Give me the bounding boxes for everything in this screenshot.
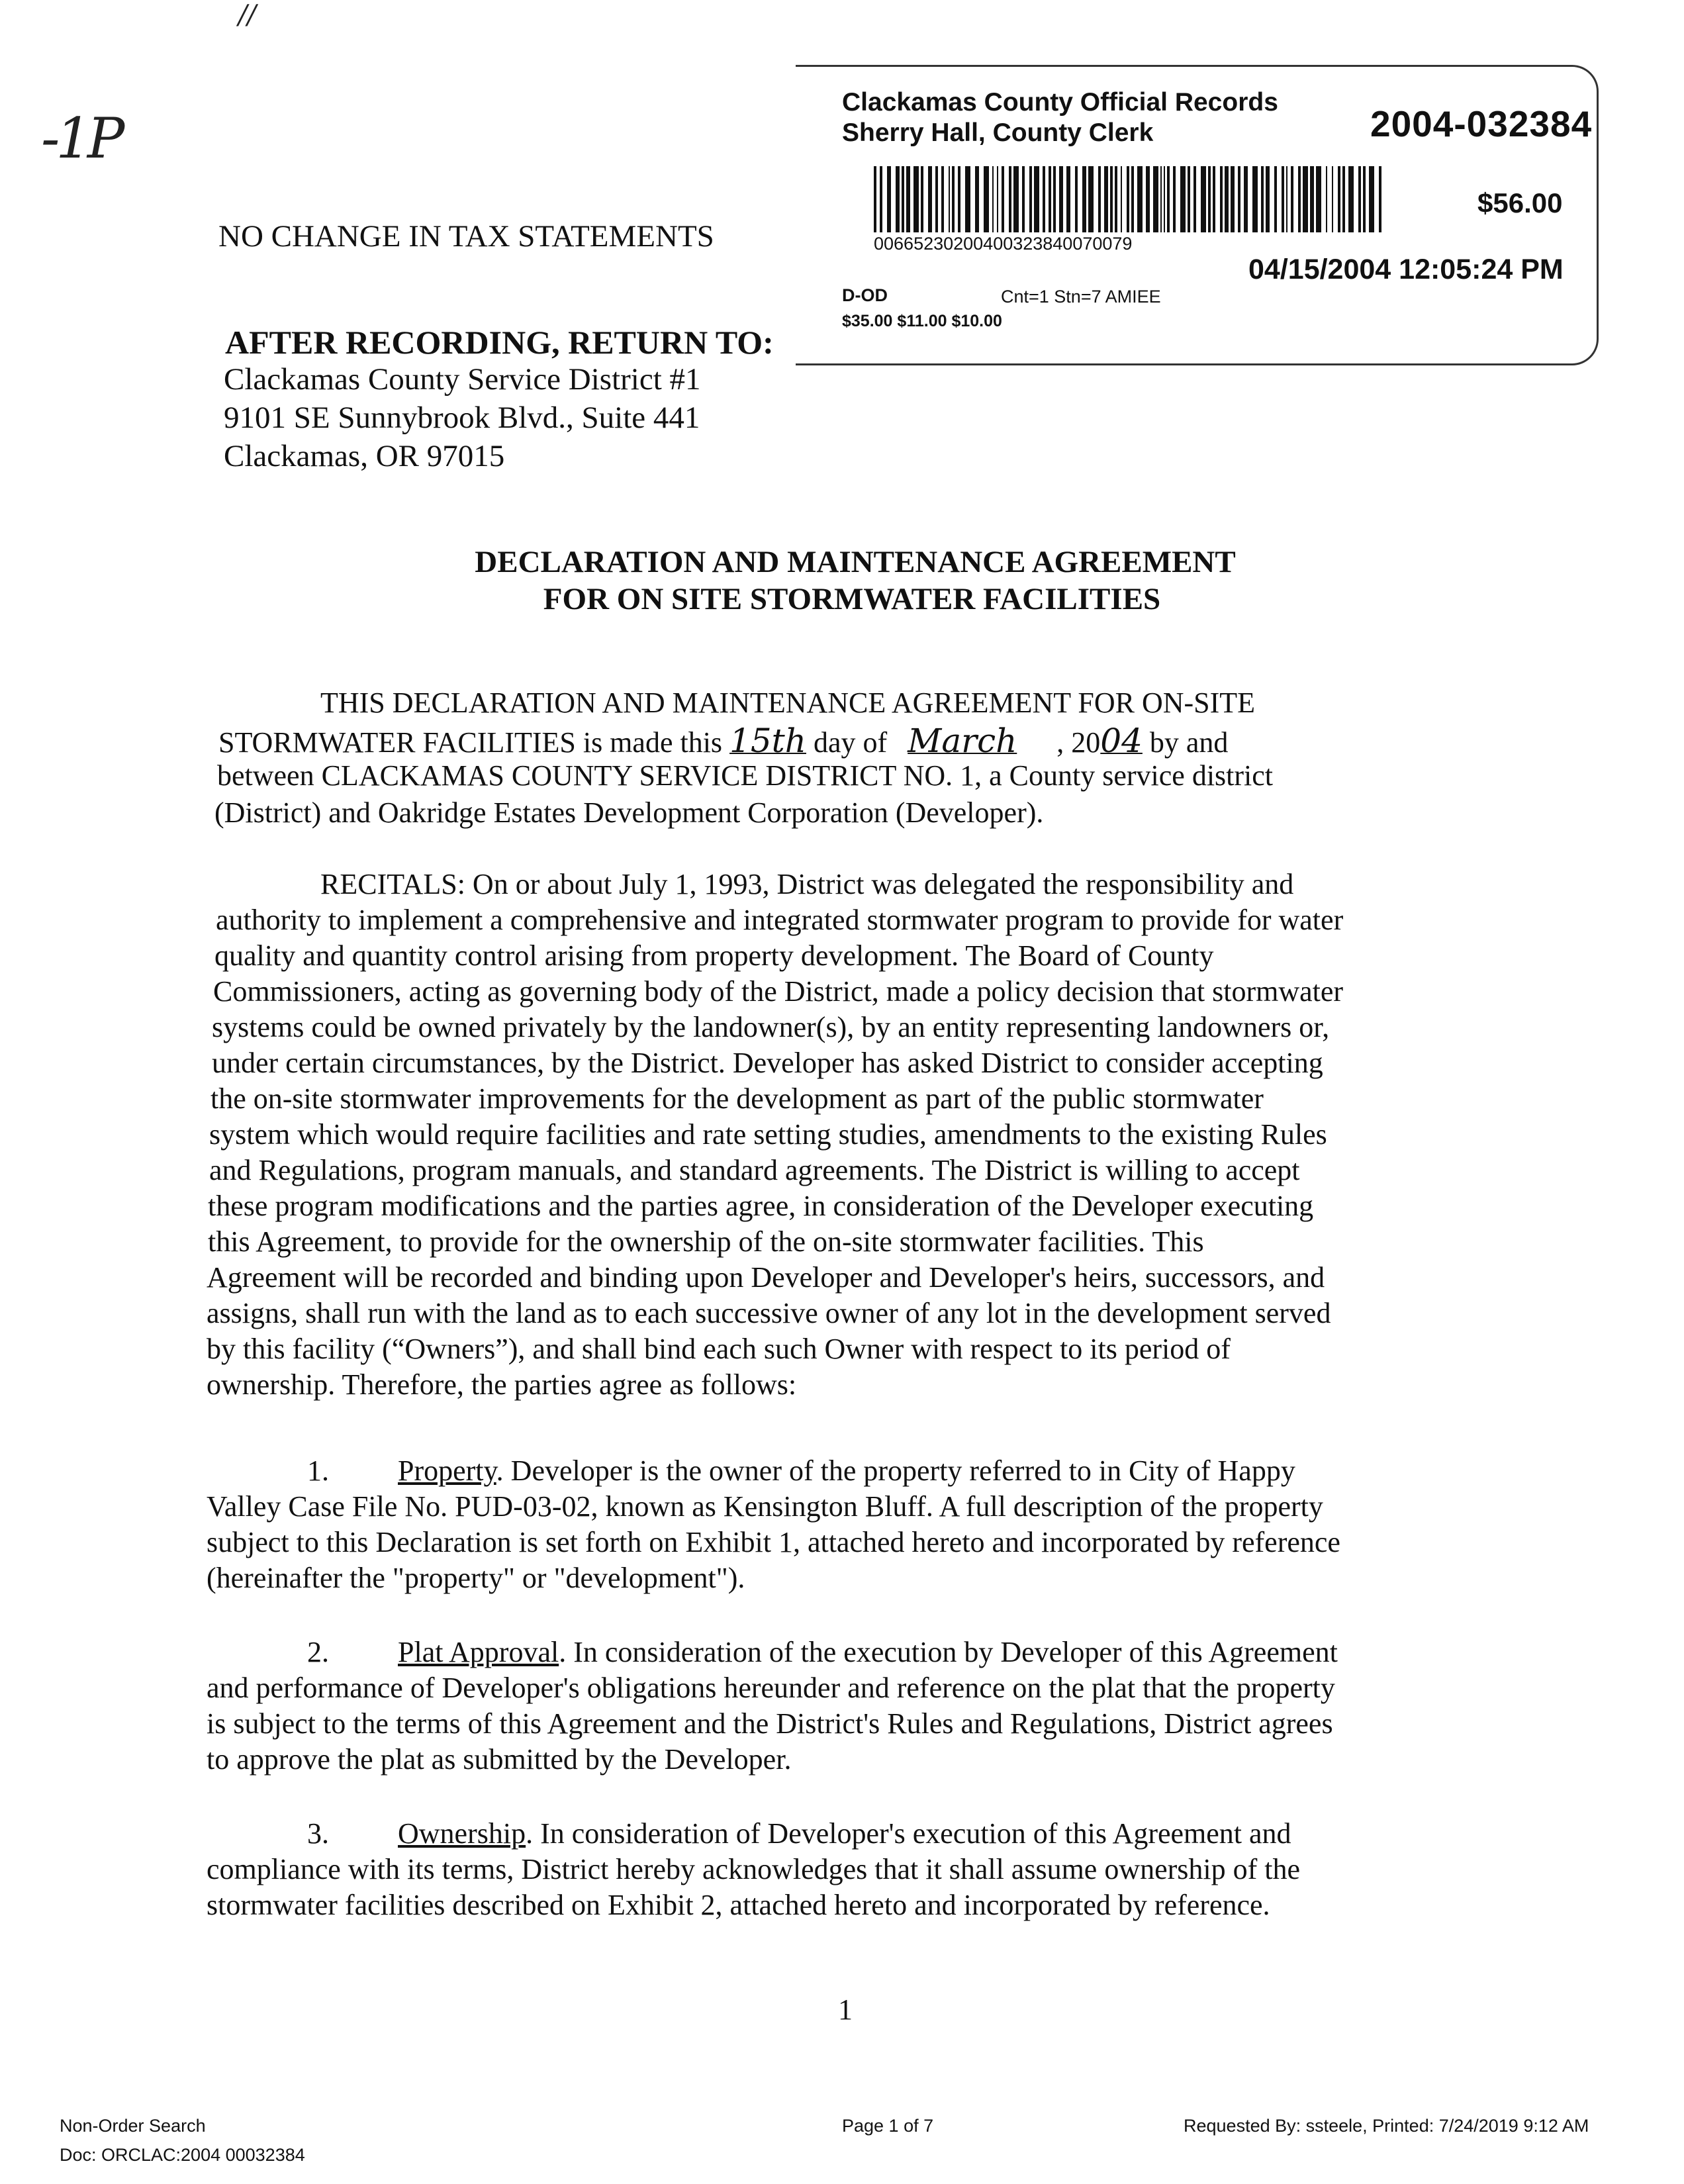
stamp-count-station: Cnt=1 Stn=7 AMIEE: [1001, 287, 1161, 307]
barcode-icon: [874, 166, 1383, 232]
footer-doc-reference: Doc: ORCLAC:2004 00032384: [60, 2145, 305, 2165]
section-heading: Property: [398, 1454, 496, 1487]
recitals-line: this Agreement, to provide for the ownership of the on-site stormwater facilities. This: [208, 1225, 1204, 1258]
section-line: stormwater facilities described on Exhibit 2, attached hereto and incorporated by reference.: [207, 1889, 1270, 1921]
preamble-line: (District) and Oakridge Estates Development Corporation (Developer).: [214, 796, 1044, 829]
page-number: 1: [838, 1993, 853, 2026]
recording-stamp: [796, 65, 1599, 365]
recitals-line: Commissioners, acting as governing body of the District, made a policy decision that stormwater: [213, 975, 1344, 1008]
recitals-line: assigns, shall run with the land as to each successive owner of any lot in the development served: [207, 1297, 1331, 1329]
recitals-line: RECITALS: On or about July 1, 1993, District was delegated the responsibility and: [320, 868, 1294, 900]
section-heading: Plat Approval: [398, 1636, 559, 1668]
stamp-clerk: Sherry Hall, County Clerk: [842, 119, 1154, 147]
return-address-line: 9101 SE Sunnybrook Blvd., Suite 441: [224, 401, 700, 435]
section-number: 1.: [307, 1454, 329, 1487]
day-handwritten: 15th: [729, 722, 806, 760]
section-number: 2.: [307, 1636, 329, 1668]
recitals-line: ownership. Therefore, the parties agree as follows:: [207, 1368, 797, 1401]
section-line: is subject to the terms of this Agreement and the District's Rules and Regulations, District agrees: [207, 1707, 1333, 1740]
recitals-line: systems could be owned privately by the landowner(s), by an entity representing landowners or,: [212, 1011, 1330, 1043]
footer-requested-by: Requested By: ssteele, Printed: 7/24/2019 9:12 AM: [1184, 2116, 1589, 2136]
preamble-line: THIS DECLARATION AND MAINTENANCE AGREEMENT FOR ON-SITE: [320, 687, 1256, 719]
return-address-line: Clackamas, OR 97015: [224, 439, 505, 473]
stamp-recorded-datetime: 04/15/2004 12:05:24 PM: [1248, 254, 1564, 285]
return-to-label: AFTER RECORDING, RETURN TO:: [225, 324, 774, 361]
section-line: (hereinafter the "property" or "development").: [207, 1562, 745, 1594]
year-handwritten: 04: [1100, 722, 1143, 760]
recitals-line: the on-site stormwater improvements for the development as part of the public stormwater: [210, 1082, 1264, 1115]
recitals-line: these program modifications and the parties agree, in consideration of the Developer executing: [208, 1190, 1314, 1222]
recitals-line: authority to implement a comprehensive and integrated stormwater program to provide for water: [216, 904, 1344, 936]
section-line: compliance with its terms, District hereby acknowledges that it shall assume ownership of the: [207, 1853, 1301, 1885]
recitals-line: system which would require facilities and rate setting studies, amendments to the existing Rules: [209, 1118, 1327, 1151]
section-line: Valley Case File No. PUD-03-02, known as Kensington Bluff. A full description of the property: [207, 1490, 1323, 1523]
section-heading: Ownership: [398, 1817, 526, 1850]
return-address-line: Clackamas County Service District #1: [224, 362, 701, 397]
recitals-line: by this facility (“Owners”), and shall bind each such Owner with respect to its period of: [207, 1333, 1231, 1365]
section-line: to approve the plat as submitted by the Developer.: [207, 1743, 792, 1776]
stamp-fee-total: $56.00: [1477, 187, 1563, 218]
stamp-document-number: 2004-032384: [1370, 103, 1593, 144]
recitals-line: Agreement will be recorded and binding upon Developer and Developer's heirs, successors, and: [207, 1261, 1325, 1294]
section-line: subject to this Declaration is set forth on Exhibit 1, attached hereto and incorporated by reference: [207, 1526, 1340, 1558]
preamble-line: between CLACKAMAS COUNTY SERVICE DISTRICT NO. 1, a County service district: [217, 759, 1274, 792]
stamp-doc-type: D-OD: [842, 285, 888, 305]
section-3-first-line: 3. Ownership. In consideration of Developer's execution of this Agreement and: [307, 1817, 1291, 1850]
preamble-line: STORMWATER FACILITIES is made this 15th day of March , 2004 by and: [218, 722, 1229, 760]
section-number: 3.: [307, 1817, 329, 1850]
handwritten-mark: //: [238, 0, 256, 30]
footer-search-type: Non-Order Search: [60, 2116, 206, 2136]
recitals-line: under certain circumstances, by the District. Developer has asked District to consider accepting: [212, 1047, 1323, 1079]
section-1-first-line: 1. Property. Developer is the owner of the property referred to in City of Happy: [307, 1454, 1295, 1487]
tax-statement-note: NO CHANGE IN TAX STATEMENTS: [218, 219, 714, 254]
section-line: and performance of Developer's obligations hereunder and reference on the plat that the property: [207, 1672, 1335, 1704]
document-title: DECLARATION AND MAINTENANCE AGREEMENT: [475, 545, 1236, 579]
recitals-line: quality and quantity control arising from property development. The Board of County: [214, 939, 1214, 972]
stamp-fee-breakdown: $35.00 $11.00 $10.00: [842, 312, 1002, 330]
stamp-office: Clackamas County Official Records: [842, 88, 1278, 117]
handwritten-initial: -1P: [41, 106, 121, 171]
section-2-first-line: 2. Plat Approval. In consideration of the execution by Developer of this Agreement: [307, 1636, 1338, 1668]
footer-page-count: Page 1 of 7: [842, 2116, 934, 2136]
stamp-barcode-number: 00665230200400323840070079: [874, 234, 1133, 254]
document-subtitle: FOR ON SITE STORMWATER FACILITIES: [543, 582, 1161, 616]
recitals-line: and Regulations, program manuals, and standard agreements. The District is willing to accept: [209, 1154, 1300, 1186]
month-handwritten: March: [908, 722, 1017, 760]
